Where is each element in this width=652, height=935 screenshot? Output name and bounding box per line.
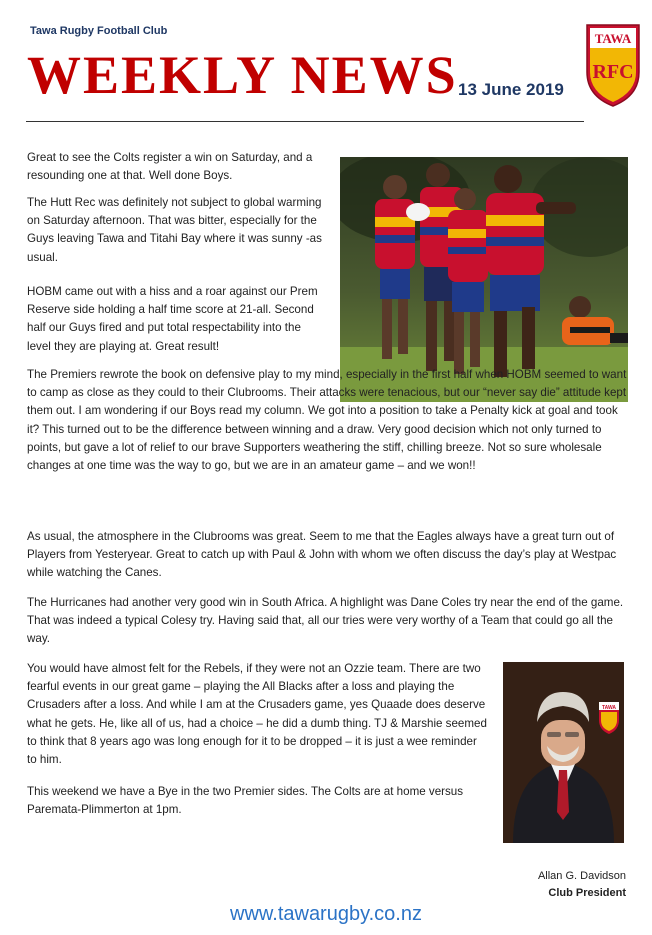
article-paragraph: HOBM came out with a hiss and a roar against our Prem Reserve side holding a half time score at 21-all. Second half our Guys fired and put total respectability into the level they are playing at. Great result! xyxy=(27,285,318,353)
tawa-rfc-logo xyxy=(584,22,642,108)
signature-name: Allan G. Davidson xyxy=(537,870,626,882)
article-paragraph: As usual, the atmosphere in the Clubrooms was great. Seem to me that the Eagles always have a great turn out of Players from Yesteryear. Great to catch up with Paul & John with whom we often discuss the day’s play at Westpac while watching the Canes. xyxy=(27,530,617,580)
article-paragraph: The Premiers rewrote the book on defensive play to my mind, especially in the first half when HOBM seemed to want to camp as close as they could to their Clubrooms. Their attacks were tenacious, but our “never say die” attitude kept them out. I am wondering if our Boys read my column. We got into a position to take a Penalty kick at goal and took it? This turned out to be the difference between winning and a draw. Very good decision which not only turned to points, but gave a lot of relief to our brave Supporters weathering the stiff, chilling breeze. Not so sure wholesale changes at one time was the way to go, but we are in an amateur game – and we won!! xyxy=(27,368,627,473)
header-divider xyxy=(26,121,584,122)
issue-date: 13 June 2019 xyxy=(458,80,564,99)
newsletter-title: WEEKLY NEWS xyxy=(27,45,458,105)
president-portrait xyxy=(503,662,624,843)
club-name: Tawa Rugby Football Club xyxy=(30,25,168,37)
article-paragraph: Great to see the Colts register a win on Saturday, and a resounding one at that. Well done Boys. xyxy=(27,151,313,183)
website-link[interactable]: www.tawarugby.co.nz xyxy=(230,903,422,925)
article-paragraph: You would have almost felt for the Rebels, if they were not an Ozzie team. There are two fearful events in our great game – playing the All Blacks after a loss and playing the Crusaders after a loss. And while I am at the Crusaders game, yes Quaade does deserve what he gets. He, like all of us, had a choice – he did a dumb thing. TJ & Marshie seemed to think that 8 years ago was long enough for it to be dropped – it is just a wee reminder to him. xyxy=(27,662,487,767)
article-paragraph: This weekend we have a Bye in the two Premier sides. The Colts are at home versus Paremata-Plimmerton at 1pm. xyxy=(27,785,464,817)
signature-role: Club President xyxy=(548,887,626,899)
portrait-badge-text: TAWA xyxy=(601,705,617,711)
logo-text-top: TAWA xyxy=(594,31,632,46)
signature-block xyxy=(538,868,626,902)
article-paragraph: The Hutt Rec was definitely not subject to global warming on Saturday afternoon. That was bitter, especially for the Guys leaving Tawa and Titahi Bay where it was sunny -as usual. xyxy=(27,196,322,264)
article-paragraph: The Hurricanes had another very good win in South Africa. A highlight was Dane Coles try near the end of the game. That was indeed a typical Colesy try. Having said that, all our tries were very worthy of a Team that could go all the way. xyxy=(27,596,624,646)
logo-text-bottom: RFC xyxy=(592,61,634,83)
